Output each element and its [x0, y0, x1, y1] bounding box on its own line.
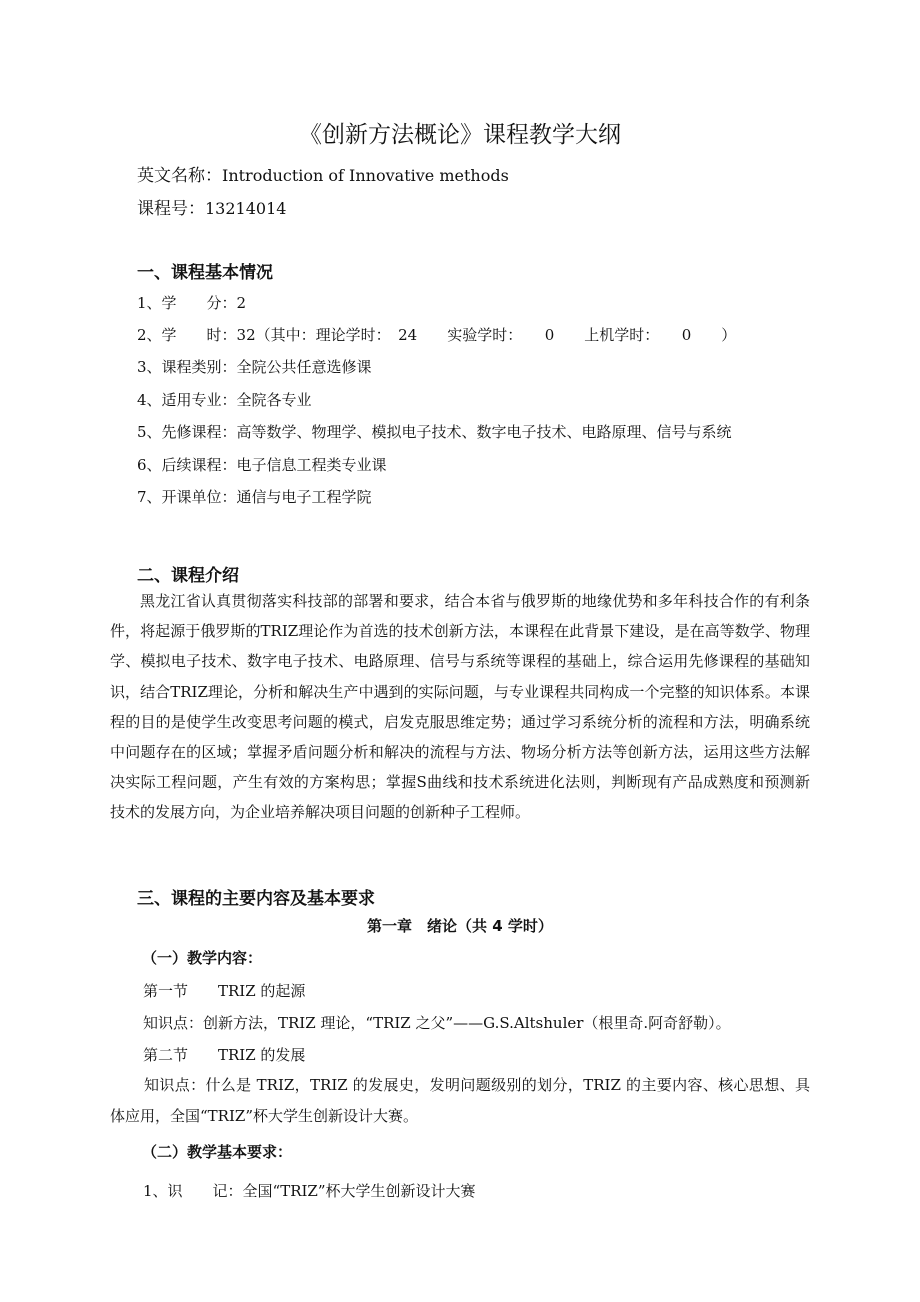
basic-requirements-heading: （二）教学基本要求：: [142, 1143, 293, 1161]
basic-info-item-majors: [137, 389, 312, 410]
section-title-development: 第二节 TRIZ 的发展: [143, 1046, 306, 1064]
item-label: 5、先修课程：: [137, 423, 237, 441]
english-name-line: [137, 161, 509, 186]
english-name-label: 英文名称：: [137, 166, 222, 186]
basic-info-item-department: [137, 486, 372, 507]
item-value: 高等数学、物理学、模拟电子技术、数字电子技术、电路原理、信号与系统: [236, 423, 732, 441]
course-introduction-paragraph: 黑龙江省认真贯彻落实科技部的部署和要求，结合本省与俄罗斯的地缘优势和多年科技合作的有利条件，将起源于俄罗斯的TRIZ理论作为首选的技术创新方法，本课程在此背景下建设，是在高等数学、物理学、模拟电子技术、数字电子技术、电路原理、信号与系统等课程的基础上，综合运用先修课程的基础知识，结合TRIZ理论，分析和解决生产中遇到的实际问题，与专业课程共同构成一个完整的知识体系。本课程的目的是使学生改变思考问题的模式，启发克服思维定势；通过学习系统分析的流程和方法，明确系统中问题存在的区域；掌握矛盾问题分析和解决的流程与方法、物场分析方法等创新方法，运用这些方法解决实际工程问题，产生有效的方案构思；掌握S曲线和技术系统进化法则，判断现有产品成熟度和预测新技术的发展方向，为企业培养解决项目问题的创新种子工程师。: [110, 592, 810, 822]
basic-info-item-hours: [137, 324, 736, 345]
basic-info-item-category: [137, 356, 372, 377]
section3-heading: 三、课程的主要内容及基本要求: [137, 889, 375, 909]
course-code-label: 课程号：: [137, 199, 205, 219]
page-title: 《创新方法概论》课程教学大纲: [299, 122, 621, 148]
item-label: 1、学 分：: [137, 294, 237, 312]
english-name-value: Introduction of Innovative methods: [222, 166, 509, 185]
basic-info-item-follow-up: [137, 454, 387, 475]
item-label: 6、后续课程：: [137, 456, 237, 474]
item-value: 全院各专业: [236, 391, 312, 409]
item-value: 全院公共任意选修课: [236, 358, 372, 376]
item-value: 电子信息工程类专业课: [236, 456, 387, 474]
item-label: 4、适用专业：: [137, 391, 237, 409]
item-label: 7、开课单位：: [137, 488, 237, 506]
section2-heading: 二、课程介绍: [137, 566, 239, 586]
teaching-content-heading: （一）教学内容：: [142, 949, 263, 967]
knowledge-points-development: 知识点：什么是 TRIZ，TRIZ 的发展史，发明问题级别的划分，TRIZ 的主要内容、核心思想、具体应用，全国“TRIZ”杯大学生创新设计大赛。: [110, 1076, 810, 1125]
requirement-item-memorize: 1、识 记：全国“TRIZ”杯大学生创新设计大赛: [143, 1182, 476, 1200]
item-value: 32（其中：理论学时： 24 实验学时： 0 上机学时： 0 ）: [236, 326, 737, 344]
item-value: 通信与电子工程学院: [236, 488, 372, 506]
basic-info-item-prerequisites: [137, 421, 732, 442]
section-title-origin: 第一节 TRIZ 的起源: [143, 982, 306, 1000]
course-code-value: 13214014: [205, 199, 287, 218]
item-label: 3、课程类别：: [137, 358, 237, 376]
course-code-line: [137, 194, 286, 219]
section1-heading: 一、课程基本情况: [137, 263, 273, 283]
chapter-title: 第一章 绪论（共 4 学时）: [367, 917, 553, 935]
basic-info-item-credits: [137, 292, 246, 313]
item-label: 2、学 时：: [137, 326, 237, 344]
knowledge-points-origin: 知识点：创新方法，TRIZ 理论，“TRIZ 之父”——G.S.Altshuler（根里奇.阿奇舒勒）。: [143, 1014, 731, 1032]
item-value: 2: [236, 294, 247, 312]
